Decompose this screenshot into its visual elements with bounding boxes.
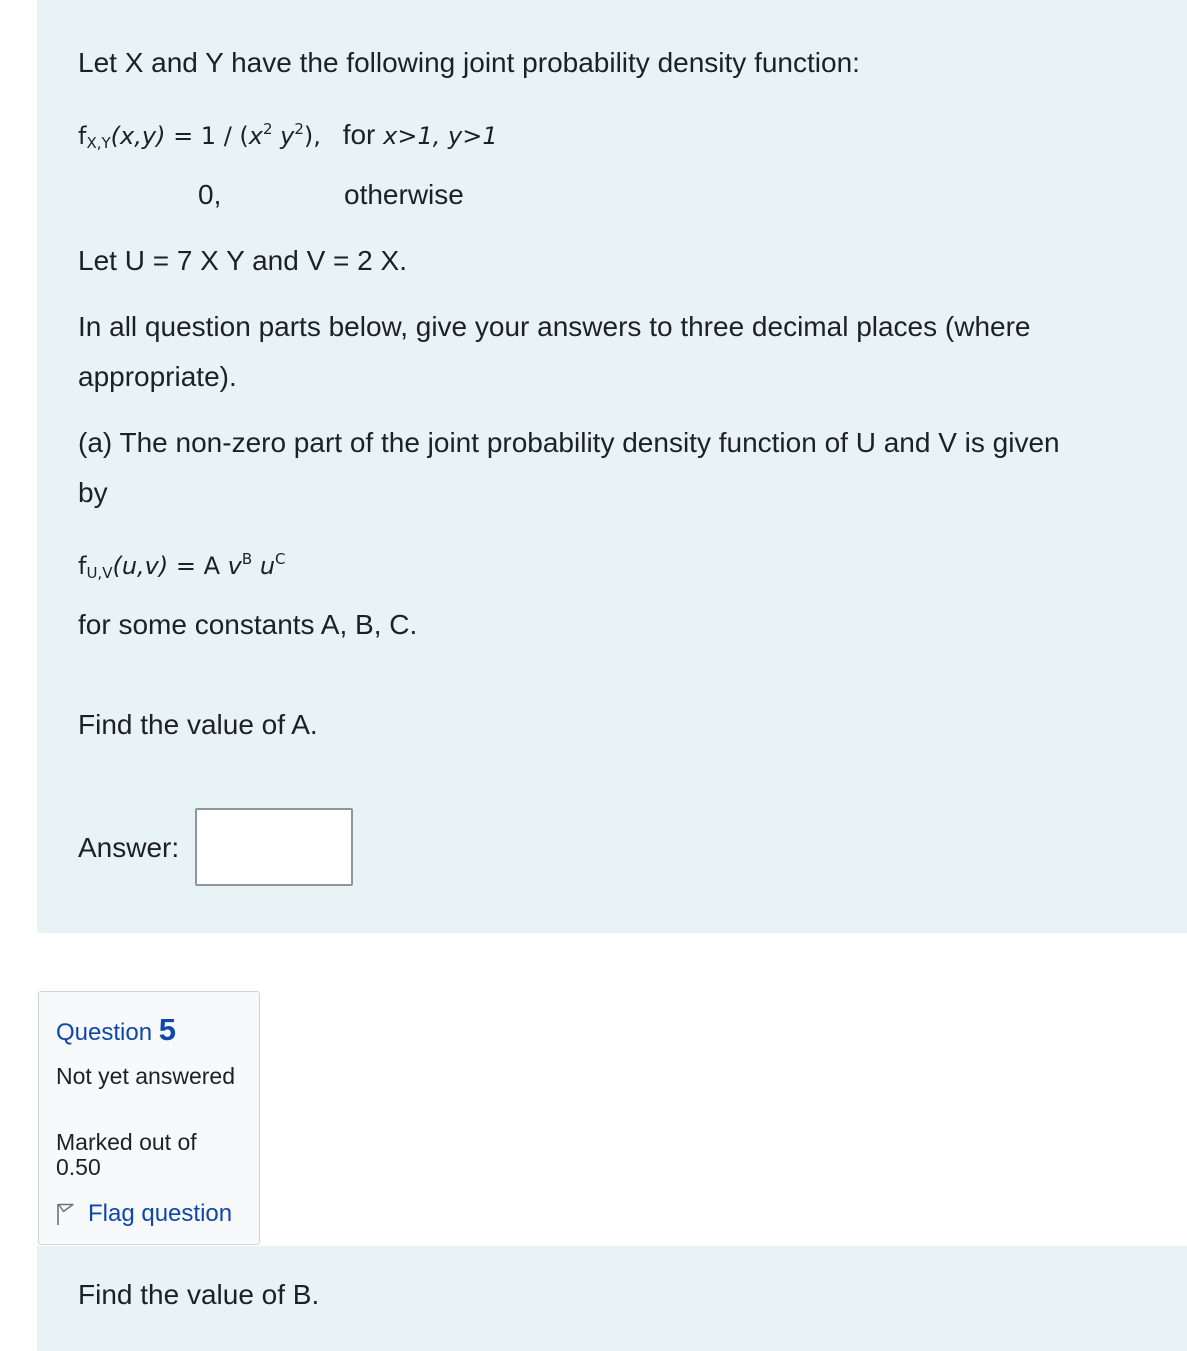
otherwise-value: 0, (198, 179, 222, 210)
pdf-definition (78, 104, 498, 168)
flag-icon (56, 1202, 76, 1226)
constants-text: for some constants A, B, C. (78, 609, 418, 640)
answer-input[interactable] (195, 808, 353, 886)
question-number: Question 5 (56, 1012, 176, 1047)
part-a-line-1: (a) The non-zero part of the joint probability density function of U and V is given (78, 427, 1060, 458)
question-info-box (38, 991, 260, 1245)
transform-text: Let U = 7 X Y and V = 2 X. (78, 245, 407, 276)
pdf-formula: $f_{X,Y}(x,y) = 1 / (x^2$ $y^2$), (78, 120, 321, 152)
flag-question-link[interactable] (56, 1200, 232, 1228)
flag-question-label: Flag question (88, 1200, 233, 1227)
pdf-condition-prefix: for (342, 119, 384, 150)
find-a-text: Find the value of A. (78, 709, 318, 740)
pdf-condition: x>1, y>1 (383, 122, 498, 150)
answer-label: Answer: (78, 832, 180, 863)
question-grade: Marked out of 0.50 (56, 1129, 197, 1180)
part-a-line-2: by (78, 477, 108, 508)
otherwise-label: otherwise (344, 179, 464, 210)
intro-text: Let X and Y have the following joint probability density function: (78, 47, 860, 78)
instructions-line-1: In all question parts below, give your answers to three decimal places (where (78, 311, 1031, 342)
instructions-line-2: appropriate). (78, 361, 237, 392)
find-b-text: Find the value of B. (78, 1279, 320, 1310)
joint-pdf-formula: $f_{U,V}(u,v) = A$ $v^B$ $u^C$ (78, 550, 286, 582)
question-state: Not yet answered (56, 1063, 235, 1089)
